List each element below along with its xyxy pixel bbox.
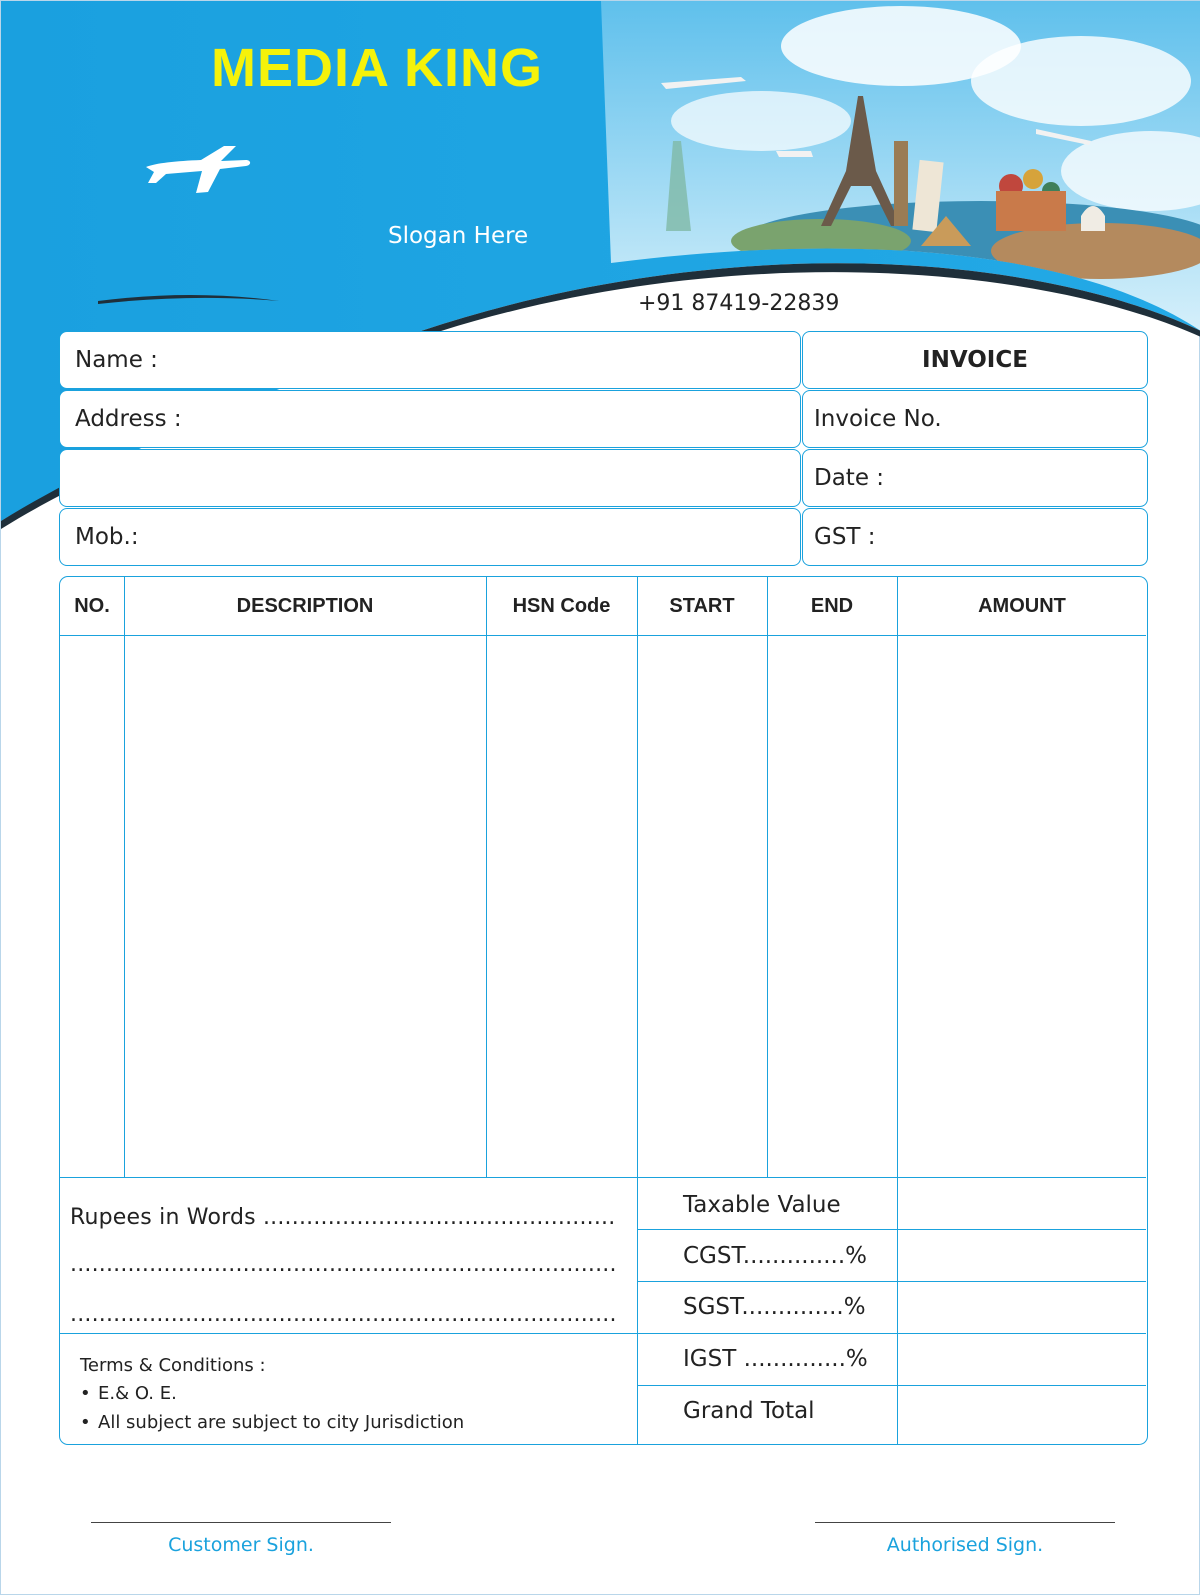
igst-label: IGST ..............% <box>683 1346 868 1372</box>
sgst-label: SGST..............% <box>683 1294 866 1320</box>
bullet-icon: • <box>80 1412 91 1433</box>
totals-row-divider <box>637 1385 1146 1386</box>
rupees-in-words-line-3: ............................................................................ <box>70 1302 617 1327</box>
items-table <box>59 576 1148 1445</box>
company-phone: +91 87419-22839 <box>638 291 840 316</box>
invoice-date-field[interactable] <box>802 449 1148 507</box>
customer-name-field[interactable] <box>59 331 801 389</box>
invoice-date-label: Date : <box>814 465 885 491</box>
customer-mobile-field[interactable] <box>59 508 801 566</box>
customer-address-field[interactable] <box>59 390 801 448</box>
cgst-label: CGST..............% <box>683 1243 868 1269</box>
column-header-no: NO. <box>74 594 110 617</box>
invoice-gst-field[interactable] <box>802 508 1148 566</box>
igst-value-cell[interactable] <box>899 1335 1145 1384</box>
authorised-signature-line[interactable] <box>815 1522 1115 1523</box>
authorised-signature-label: Authorised Sign. <box>886 1534 1044 1556</box>
terms-item-text: All subject are subject to city Jurisdiction <box>98 1412 465 1433</box>
grand-total-label: Grand Total <box>683 1398 815 1424</box>
bullet-icon: • <box>80 1383 91 1404</box>
invoice-gst-label: GST : <box>814 524 876 550</box>
rupees-in-words-line-1: Rupees in Words ................................................. <box>70 1205 616 1230</box>
customer-mobile-label: Mob.: <box>75 524 139 550</box>
column-header-description: DESCRIPTION <box>236 594 374 617</box>
customer-signature-label: Customer Sign. <box>168 1534 314 1556</box>
terms-item <box>80 1383 177 1404</box>
customer-address-label: Address : <box>75 406 182 432</box>
terms-title: Terms & Conditions : <box>80 1355 266 1376</box>
invoice-title: INVOICE <box>922 347 1028 373</box>
table-body-divider <box>60 1177 1146 1178</box>
customer-address-line-2-field[interactable] <box>59 449 801 507</box>
column-header-start: START <box>669 594 735 617</box>
company-name: MEDIA KING <box>211 38 543 98</box>
column-header-end: END <box>810 594 854 617</box>
totals-row-divider <box>60 1333 1146 1334</box>
customer-name-label: Name : <box>75 347 158 373</box>
invoice-number-field[interactable] <box>802 390 1148 448</box>
column-header-amount: AMOUNT <box>978 594 1066 617</box>
totals-row-divider <box>637 1281 1146 1282</box>
terms-item-text: E.& O. E. <box>98 1383 177 1404</box>
column-header-hsn-code: HSN Code <box>512 594 611 617</box>
taxable-value-cell[interactable] <box>899 1179 1145 1228</box>
company-slogan: Slogan Here <box>388 223 529 249</box>
taxable-value-label: Taxable Value <box>683 1192 841 1218</box>
grand-total-value-cell[interactable] <box>899 1387 1145 1443</box>
sgst-value-cell[interactable] <box>899 1283 1145 1332</box>
invoice-number-label: Invoice No. <box>814 406 942 432</box>
customer-signature-line[interactable] <box>91 1522 391 1523</box>
invoice-title-box <box>802 331 1148 389</box>
cgst-value-cell[interactable] <box>899 1231 1145 1280</box>
table-body[interactable] <box>60 636 1146 1176</box>
rupees-in-words-line-2: ............................................................................ <box>70 1252 617 1277</box>
totals-row-divider <box>637 1229 1146 1230</box>
terms-item <box>80 1412 464 1433</box>
